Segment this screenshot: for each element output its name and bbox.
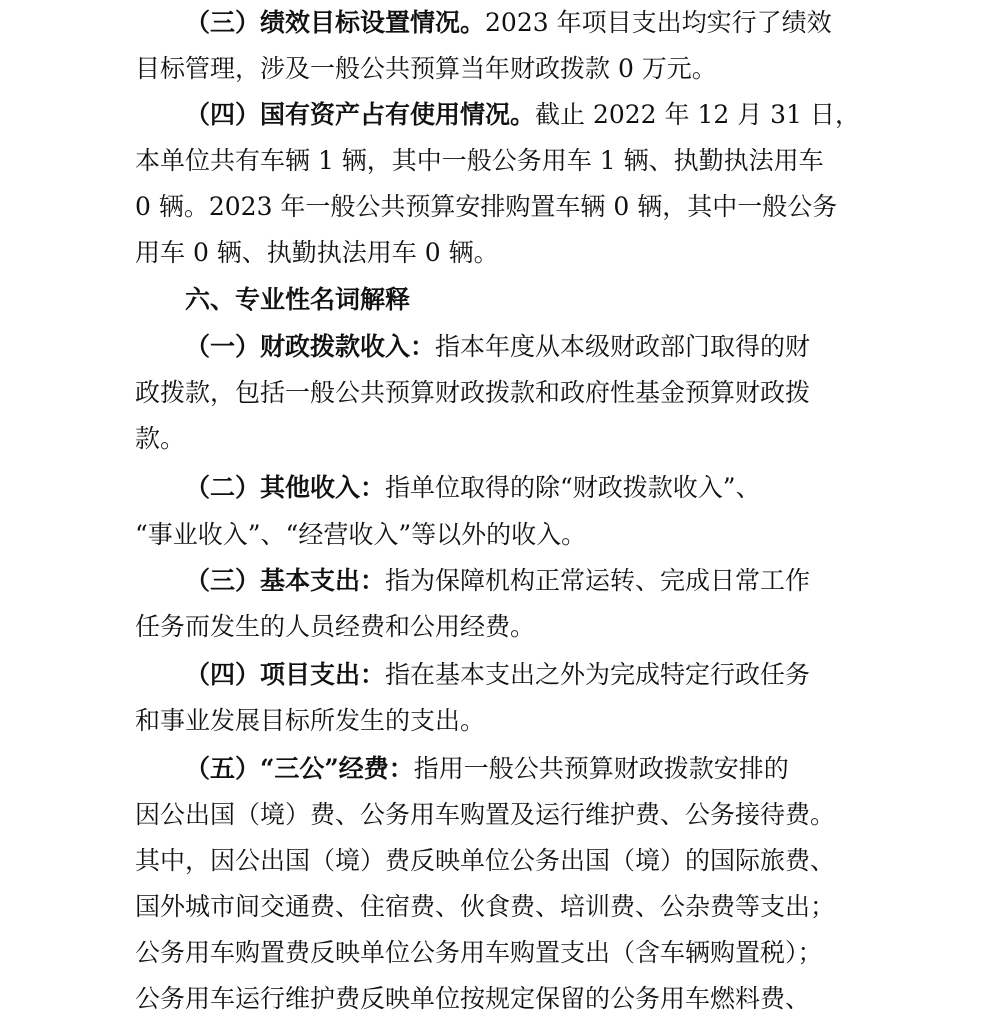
subheading-state-assets: （四）国有资产占有使用情况。 bbox=[185, 100, 536, 129]
definition-project-expenditure-line-1 bbox=[185, 652, 810, 698]
paragraph-text: 截止 2022 年 12 月 31 日， bbox=[535, 100, 860, 129]
definition-three-public-expenses-line-4: 国外城市间交通费、住宿费、伙食费、培训费、公杂费等支出； bbox=[135, 892, 836, 921]
definition-other-income-line-2: “事业收入”、“经营收入”等以外的收入。 bbox=[135, 520, 587, 549]
definition-text: 指本年度从本级财政部门取得的财 bbox=[435, 332, 811, 361]
paragraph-text: 2023 年项目支出均实行了绩效 bbox=[485, 8, 832, 37]
definition-three-public-expenses-line-5: 公务用车购置费反映单位公务用车购置支出（含车辆购置税）； bbox=[135, 938, 823, 967]
paragraph-performance-targets-line-2: 目标管理，涉及一般公共预算当年财政拨款 0 万元。 bbox=[135, 54, 717, 83]
paragraph-state-assets-line-3: 0 辆。2023 年一般公共预算安排购置车辆 0 辆，其中一般公务 bbox=[135, 192, 838, 221]
definition-text: 指为保障机构正常运转、完成日常工作 bbox=[385, 566, 811, 595]
definition-three-public-expenses-line-3: 其中，因公出国（境）费反映单位公务出国（境）的国际旅费、 bbox=[135, 846, 836, 875]
definition-fiscal-appropriation-line-3: 款。 bbox=[135, 424, 186, 453]
paragraph-state-assets-line-2: 本单位共有车辆 1 辆，其中一般公务用车 1 辆、执勤执法用车 bbox=[135, 146, 824, 175]
definition-fiscal-appropriation-line-1 bbox=[185, 324, 810, 370]
paragraph-state-assets-line-1 bbox=[185, 92, 860, 138]
paragraph-performance-targets-line-1 bbox=[185, 0, 832, 46]
paragraph-state-assets-line-4: 用车 0 辆、执勤执法用车 0 辆。 bbox=[135, 238, 499, 267]
term-fiscal-appropriation: （一）财政拨款收入： bbox=[185, 332, 436, 361]
definition-other-income-line-1 bbox=[185, 465, 761, 511]
definition-fiscal-appropriation-line-2: 政拨款，包括一般公共预算财政拨款和政府性基金预算财政拨 bbox=[135, 378, 811, 407]
definition-basic-expenditure-line-2: 任务而发生的人员经费和公用经费。 bbox=[135, 612, 536, 641]
term-project-expenditure: （四）项目支出： bbox=[185, 660, 386, 689]
term-other-income: （二）其他收入： bbox=[185, 473, 386, 502]
definition-three-public-expenses-line-1 bbox=[185, 746, 789, 792]
term-basic-expenditure: （三）基本支出： bbox=[185, 566, 386, 595]
term-three-public-expenses: （五）“三公”经费： bbox=[185, 754, 414, 783]
section-heading-terminology: 六、专业性名词解释 bbox=[185, 285, 411, 314]
subheading-performance-targets: （三）绩效目标设置情况。 bbox=[185, 8, 486, 37]
definition-three-public-expenses-line-6: 公务用车运行维护费反映单位按规定保留的公务用车燃料费、 bbox=[135, 984, 811, 1013]
definition-text: 指单位取得的除“财政拨款收入”、 bbox=[385, 473, 761, 502]
definition-text: 指用一般公共预算财政拨款安排的 bbox=[413, 754, 789, 783]
definition-text: 指在基本支出之外为完成特定行政任务 bbox=[385, 660, 811, 689]
definition-basic-expenditure-line-1 bbox=[185, 558, 810, 604]
definition-project-expenditure-line-2: 和事业发展目标所发生的支出。 bbox=[135, 706, 486, 735]
definition-three-public-expenses-line-2: 因公出国（境）费、公务用车购置及运行维护费、公务接待费。 bbox=[135, 800, 836, 829]
